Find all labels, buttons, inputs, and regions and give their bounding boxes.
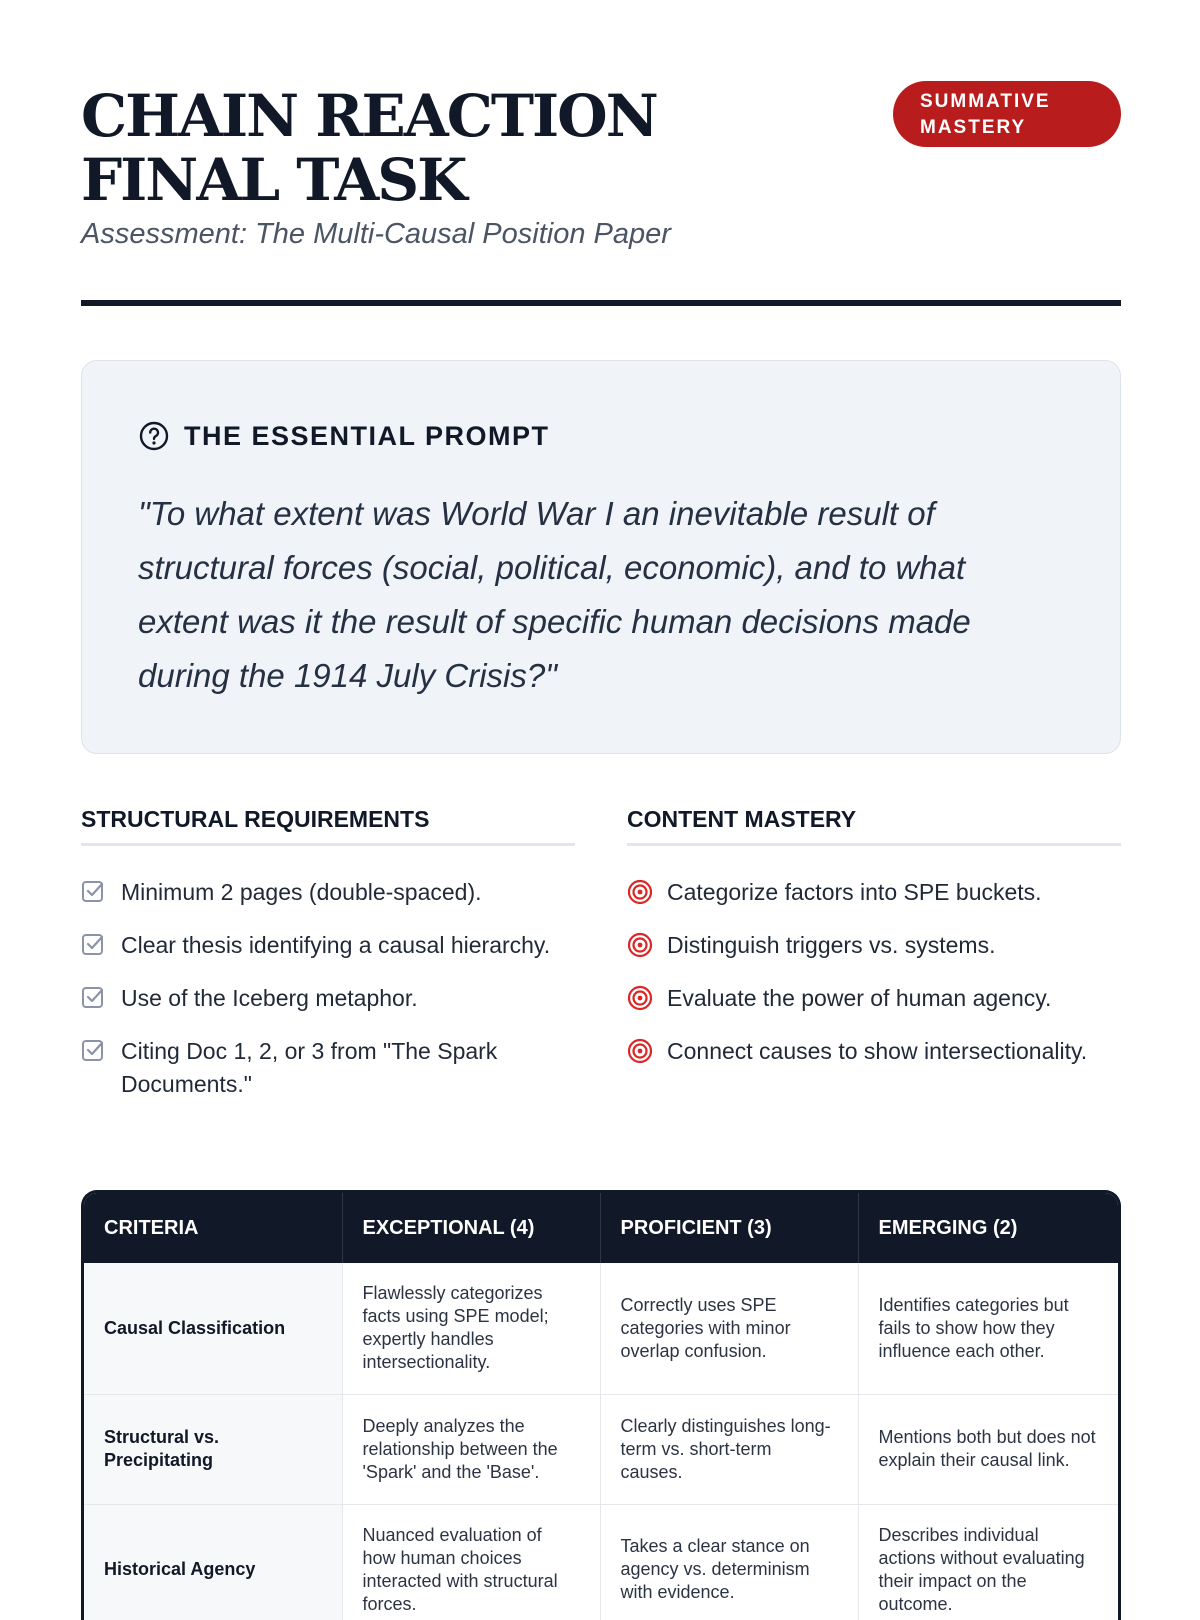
exceptional-cell: Deeply analyzes the relationship between the 'Spark' and the 'Base'. [342,1394,600,1504]
list-item [81,982,575,1015]
structural-list [81,876,575,1101]
emerging-cell: Mentions both but does not explain their causal link. [858,1394,1118,1504]
essential-prompt-card [81,360,1121,754]
list-item [81,876,575,909]
requirement-text: Use of the Iceberg metaphor. [121,985,418,1011]
mastery-text: Categorize factors into SPE buckets. [667,879,1042,905]
page-title: CHAIN REACTION FINAL TASK [81,82,657,214]
target-icon [627,1038,653,1064]
table-header-row [84,1193,1118,1263]
checkbox-icon [81,1038,107,1064]
target-icon [627,932,653,958]
page-subtitle: Assessment: The Multi-Causal Position Paper [81,218,671,250]
header-exceptional: EXCEPTIONAL (4) [342,1193,600,1263]
content-mastery [627,806,1121,1088]
prompt-header [138,419,1064,453]
proficient-cell: Clearly distinguishes long-term vs. short-term causes. [600,1394,858,1504]
proficient-cell: Correctly uses SPE categories with minor overlap confusion. [600,1263,858,1394]
requirement-text: Minimum 2 pages (double-spaced). [121,879,482,905]
structural-title: STRUCTURAL REQUIREMENTS [81,806,575,846]
content-title: CONTENT MASTERY [627,806,1121,846]
requirement-text: Citing Doc 1, 2, or 3 from "The Spark Documents." [121,1038,498,1097]
list-item [81,1035,575,1101]
criteria-cell: Structural vs. Precipitating [84,1394,342,1504]
emerging-cell: Describes individual actions without evaluating their impact on the outcome. [858,1504,1118,1620]
prompt-heading: THE ESSENTIAL PROMPT [184,420,550,451]
list-item [627,876,1121,909]
header-divider [81,300,1121,306]
structural-requirements [81,806,575,1121]
content-list [627,876,1121,1068]
list-item [627,929,1121,962]
requirement-text: Clear thesis identifying a causal hierarchy. [121,932,551,958]
target-icon [627,985,653,1011]
header [81,0,1121,306]
rubric-table [81,1190,1121,1620]
checkbox-icon [81,985,107,1011]
mastery-text: Distinguish triggers vs. systems. [667,932,996,958]
exceptional-cell: Flawlessly categorizes facts using SPE model; expertly handles intersectionality. [342,1263,600,1394]
checkbox-icon [81,932,107,958]
exceptional-cell: Nuanced evaluation of how human choices interacted with structural forces. [342,1504,600,1620]
proficient-cell: Takes a clear stance on agency vs. determinism with evidence. [600,1504,858,1620]
emerging-cell: Identifies categories but fails to show how they influence each other. [858,1263,1118,1394]
status-badge: SUMMATIVE MASTERY [893,81,1121,147]
list-item [627,1035,1121,1068]
criteria-cell: Causal Classification [84,1263,342,1394]
table-row [84,1394,1118,1504]
header-proficient: PROFICIENT (3) [600,1193,858,1263]
page [81,0,1121,1614]
question-circle-icon [138,420,170,452]
header-emerging: EMERGING (2) [858,1193,1118,1263]
prompt-text: "To what extent was World War I an inevitable result of structural forces (social, political, economic), and to what extent was it the result of specific human decisions made during the 1914 July Crisis?" [138,495,971,694]
mastery-text: Connect causes to show intersectionality. [667,1038,1088,1064]
table-row [84,1504,1118,1620]
criteria-cell: Historical Agency [84,1504,342,1620]
list-item [627,982,1121,1015]
target-icon [627,879,653,905]
mastery-text: Evaluate the power of human agency. [667,985,1052,1011]
header-criteria: CRITERIA [84,1193,342,1263]
checkbox-icon [81,879,107,905]
table-row [84,1263,1118,1394]
list-item [81,929,575,962]
